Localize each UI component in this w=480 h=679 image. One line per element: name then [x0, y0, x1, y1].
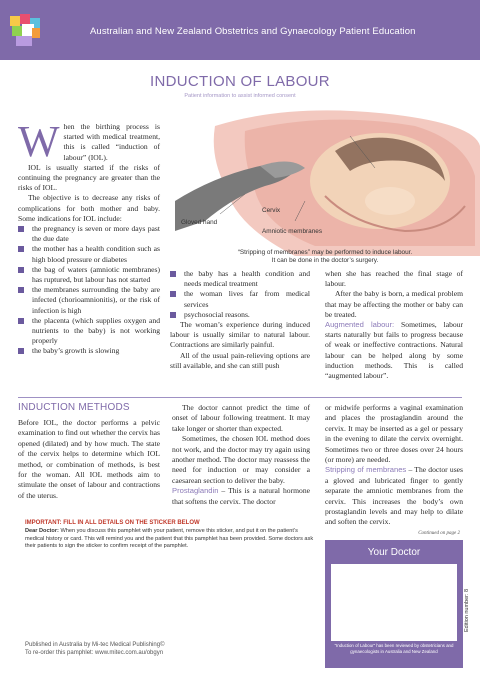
induction-methods-heading: INDUCTION METHODS	[18, 402, 130, 413]
column-3-bottom	[325, 403, 463, 528]
review-note: “Induction of Labour” has been reviewed by obstetricians and gynaecologists in Australia and New Zealand	[334, 643, 454, 654]
prostaglandin-paragraph: Prostaglandin – This is a natural hormone that softens the cervix. The doctor	[172, 486, 310, 506]
label-cervix: Cervix	[262, 207, 281, 214]
reorder-link[interactable]: To re-order this pamphlet: www.mitec.com.au/obgyn	[25, 650, 164, 656]
intro-column	[18, 117, 160, 357]
intro-paragraph-2: IOL is usually started if the risks of continuing the pregnancy are greater than the risks of IOL.	[18, 162, 160, 193]
augmented-labour-paragraph: Augmented labour: Sometimes, labour starts naturally but fails to progress because of weak or ineffective contractions. Natural labour can be helped along by some induction methods. This is called “augmented labour”.	[325, 320, 463, 381]
stripping-label: Stripping of membranes	[325, 465, 407, 475]
square-bullet-icon	[18, 267, 24, 273]
important-heading: IMPORTANT: FILL IN ALL DETAILS ON THE STICKER BELOW	[25, 520, 200, 526]
page-subtitle: Patient information to assist informed consent	[184, 93, 296, 99]
after-birth-paragraph: After the baby is born, a medical problem that may be affecting the mother or baby can be treated.	[325, 289, 463, 319]
section-divider	[18, 397, 462, 398]
indications-list-continued	[170, 269, 310, 320]
column-2-top	[170, 269, 310, 371]
publisher-info	[25, 641, 165, 657]
square-bullet-icon	[18, 226, 24, 232]
square-bullet-icon	[18, 348, 24, 354]
square-bullet-icon	[18, 287, 24, 293]
illustration-caption: “Stripping of membranes” may be performed to induce labour. It can be done in the doctor’s surgery.	[237, 249, 413, 264]
square-bullet-icon	[170, 291, 176, 297]
header-title: Australian and New Zealand Obstetrics and Gynaecology Patient Education	[90, 26, 416, 37]
membrane-stripping-illustration	[175, 106, 480, 256]
final-stage-paragraph: when she has reached the final stage of labour.	[325, 269, 463, 289]
label-gloved-hand: Gloved hand	[181, 219, 218, 226]
continued-note: Continued on page 2	[418, 531, 460, 536]
experience-paragraph: The woman’s experience during induced labour is usually similar to natural labour. Contractions are similarly painful.	[170, 320, 310, 350]
list-item: the woman lives far from medical services	[170, 289, 310, 309]
prostaglandin-label: Prostaglandin	[172, 486, 219, 496]
square-bullet-icon	[170, 271, 176, 277]
your-doctor-sticker	[325, 540, 463, 668]
page-title: INDUCTION OF LABOUR	[150, 73, 330, 90]
stripping-paragraph: Stripping of membranes – The doctor uses a gloved and lubricated finger to gently separate the amniotic membranes from the cervix. This increases the body’s own prostaglandin levels and may help to dilate and soften the cervix.	[325, 465, 463, 527]
intro-paragraph-1: hen the birthing process is started with medical treatment, this is called “induction of labour” (IOL).	[63, 122, 160, 162]
column-2-bottom	[172, 403, 310, 507]
publisher-line: Published in Australia by Mi-tec Medical Publishing©	[25, 642, 165, 648]
important-sticker-note	[25, 520, 315, 551]
vaginal-exam-paragraph: or midwife performs a vaginal examination and places the prostaglandin around the cervix. It may be inserted as a gel or pessary in the evening to dilate the cervix overnight. Sometimes two or three doses over 24 hours (or more) are needed.	[325, 403, 463, 465]
square-bullet-icon	[170, 312, 176, 318]
list-item: the baby’s growth is slowing	[18, 346, 160, 356]
doctor-details-field[interactable]	[331, 564, 457, 641]
your-doctor-title: Your Doctor	[367, 547, 421, 558]
list-item: the membranes surrounding the baby are infected (chorioamnionitis), or the risk of infection is high	[18, 285, 160, 316]
indications-list	[18, 224, 160, 357]
list-item: the pregnancy is seven or more days past the due date	[18, 224, 160, 244]
intro-paragraph-3: The objective is to decrease any risks of complications for both mother and baby. Some indications for IOL include:	[18, 193, 160, 223]
methods-column	[18, 401, 160, 501]
method-fails-paragraph: Sometimes, the chosen IOL method does not work, and the doctor may try again using another method. The doctor may reassess the need for induction or may consider a caesarean section to deliver the baby.	[172, 434, 310, 485]
edition-number: Edition number: 8	[464, 588, 470, 632]
header-banner	[0, 0, 480, 60]
ranzcog-logo-icon	[8, 12, 42, 48]
augmented-labour-label: Augmented labour:	[325, 320, 395, 330]
label-amniotic-membranes: Amniotic membranes	[262, 228, 323, 235]
important-text: Dear Doctor: When you discuss this pamphlet with your patient, remove this sticker, and put it on the patient’s medical history or card. This will remind you and the patient that this pamphlet has been provided. Some doctors ask their patients to sign the sticker to confirm receipt of the pamphlet.	[25, 528, 314, 550]
list-item: the bag of waters (amniotic membranes) has ruptured, but labour has not started	[18, 265, 160, 285]
list-item: psychosocial reasons.	[170, 310, 310, 320]
list-item: the baby has a health condition and needs medical treatment	[170, 269, 310, 289]
drop-cap: W	[18, 117, 60, 166]
square-bullet-icon	[18, 318, 24, 324]
square-bullet-icon	[18, 246, 24, 252]
methods-paragraph: Before IOL, the doctor performs a pelvic examination to find out whether the cervix has opened (dilated) and by how much. The state of the cervix helps to determine which IOL method, or combination of methods, is best for the woman. All IOL methods aim to stimulate the onset of labour and contractions of the uterus.	[18, 418, 160, 500]
column-3-top	[325, 269, 463, 381]
onset-paragraph: The doctor cannot predict the time of onset of labour following treatment. It may take longer or shorter than expected.	[172, 403, 310, 433]
list-item: the mother has a health condition such as high blood pressure or diabetes	[18, 244, 160, 264]
list-item: the placenta (which supplies oxygen and nutrients to the baby) is not working properly	[18, 316, 160, 347]
pain-relief-paragraph: All of the usual pain-relieving options are still available, and she can still push	[170, 350, 310, 370]
